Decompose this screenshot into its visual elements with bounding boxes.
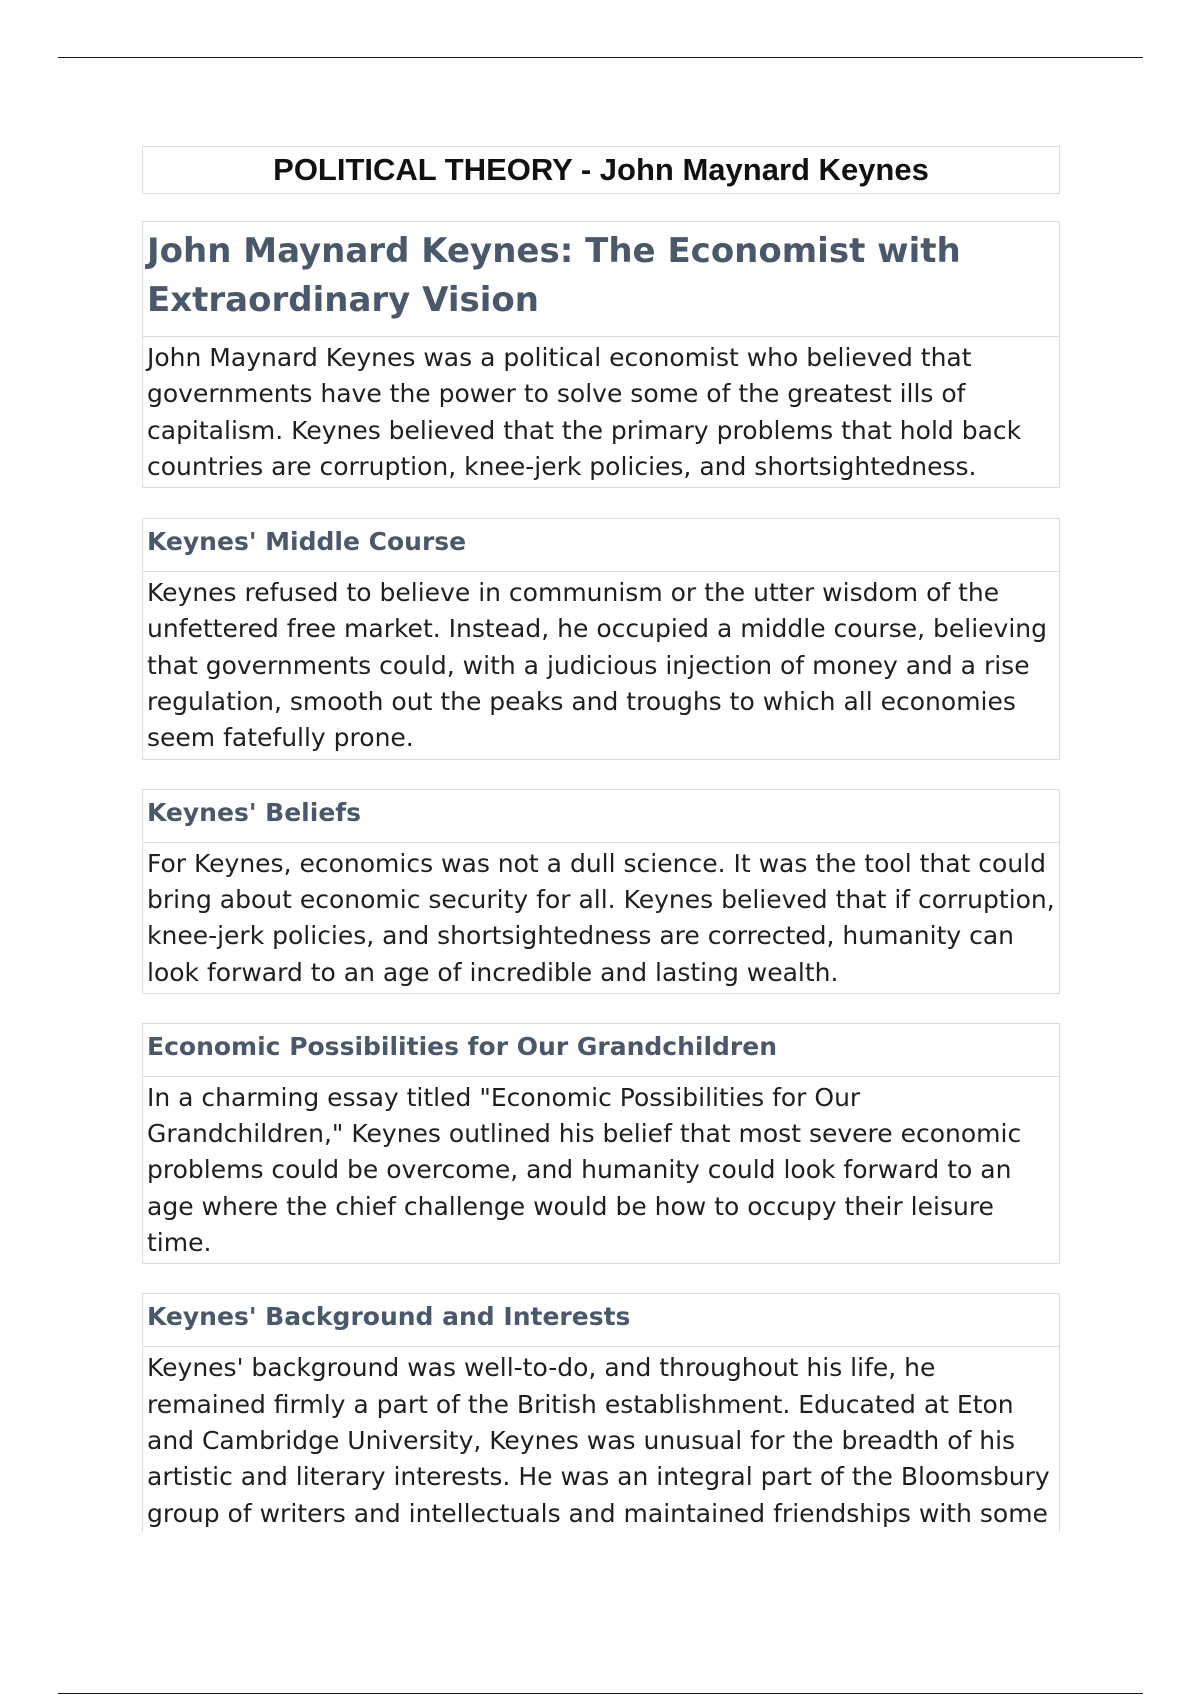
section-heading: Keynes' Middle Course <box>143 519 1059 572</box>
top-rule <box>58 57 1143 58</box>
section-heading: John Maynard Keynes: The Economist with Extraordinary Vision <box>143 222 1059 337</box>
section-body: Keynes refused to believe in communism or the utter wisdom of the unfettered free market. Instead, he occupied a middle course, believing that governments could, with a judicious injection of money and a rise regulation, smooth out the peaks and troughs to which all economies seem fatefully prone. <box>147 578 1047 753</box>
section-body: In a charming essay titled "Economic Possibilities for Our Grandchildren," Keynes outlined his belief that most severe economic problems could be overcome, and humanity could look forward to an age where the chief challenge would be how to occupy their leisure time. <box>147 1082 1022 1258</box>
section-heading: Keynes' Background and Interests <box>143 1294 1059 1347</box>
section-body: Keynes' background was well-to-do, and throughout his life, he remained firmly a part of the British establishment. Educated at Eton and Cambridge University, Keynes was unusual for the breadth of his artistic and literary interests. He was an integral part of the Bloomsbury group of writers and intellectuals and maintained friendships with some <box>147 1353 1050 1528</box>
section-heading: Keynes' Beliefs <box>143 790 1059 843</box>
section-beliefs <box>142 789 1060 994</box>
section-body: For Keynes, economics was not a dull science. It was the tool that could bring about economic security for all. Keynes believed that if corruption, knee-jerk policies, and shortsightedness are corrected, humanity can look forward to an age of incredible and lasting wealth. <box>147 848 1055 987</box>
section-grandchildren <box>142 1023 1060 1264</box>
section-keynes-vision <box>142 221 1060 488</box>
section-body: John Maynard Keynes was a political economist who believed that governments have the power to solve some of the greatest ills of capitalism. Keynes believed that the primary problems that hold back countries are corruption, knee-jerk policies, and shortsightedness. <box>147 343 1022 481</box>
section-background <box>142 1293 1060 1532</box>
document-page <box>142 146 1060 1561</box>
bottom-rule <box>58 1693 1143 1694</box>
document-title: POLITICAL THEORY - John Maynard Keynes <box>142 146 1060 194</box>
section-middle-course <box>142 518 1060 759</box>
section-heading: Economic Possibilities for Our Grandchildren <box>143 1024 1059 1077</box>
